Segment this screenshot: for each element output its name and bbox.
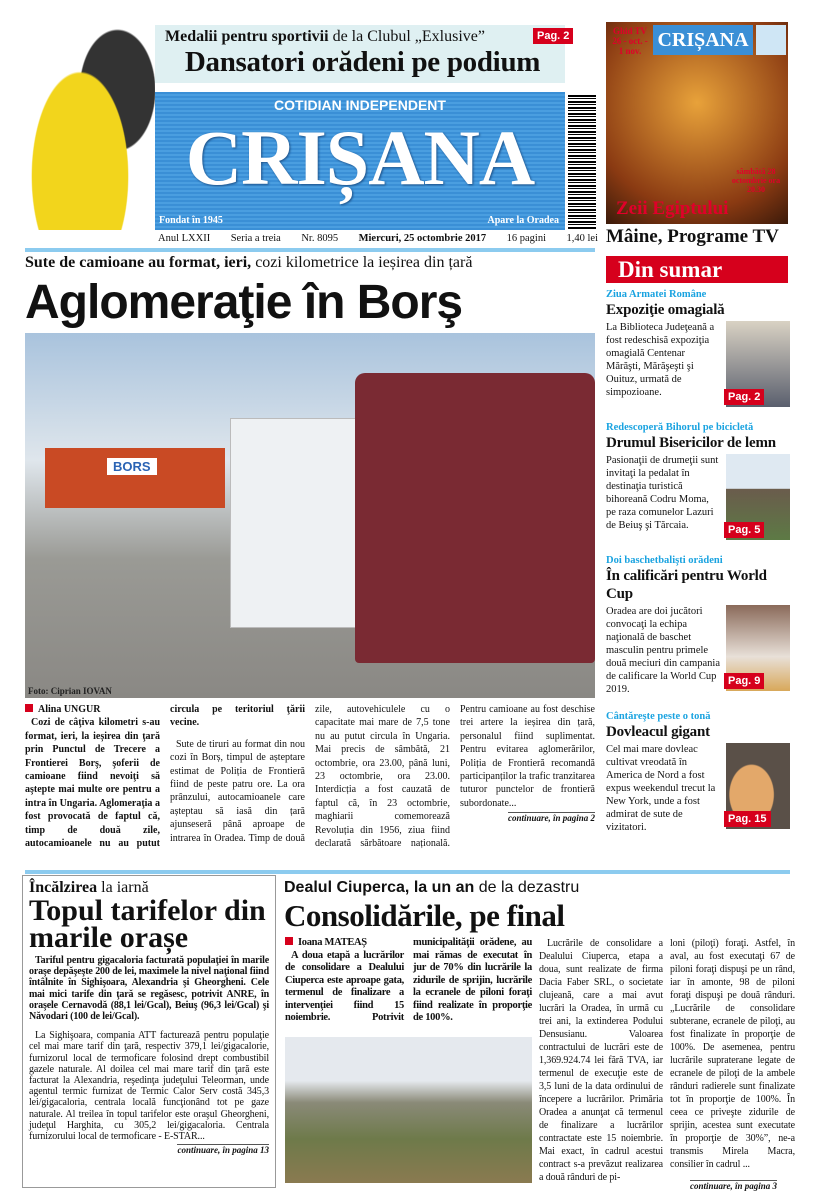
heating-kicker: Încălzirea la iarnă [29, 879, 149, 896]
page-badge[interactable]: Pag. 9 [724, 673, 764, 689]
heating-body: La Sighişoara, compania ATT facturează pentru populaţie cel mai mare tarif din ţară, respectiv 379,1 lei/gigacalorie, furnizorul local de termoficare folosind drept combustibil gazele naturale. Al doilea cel mai mare tarif din ţară este facturat la Alexandria, reşedinţa judeţului Teleorman, unde agentul termic furnizat de Termic Calor Serv costă 345,3 lei/gigacaloria, centrala locală funcţionând tot pe gaze naturale. Al treilea în topul tarifelor este oraşul Gheorgheni, judeţul Harghita, cu 305,2 lei/gigacaloria. Centrala furnizorului local de termoficare - E-STAR... [29, 1030, 269, 1143]
issue-series: Seria a treia [230, 233, 281, 244]
summary-kicker: Ziua Armatei Române [606, 289, 707, 300]
masthead-logo: CRIȘANA [185, 114, 535, 201]
issue-pages: 16 pagini [506, 233, 546, 244]
founded-text: Fondat în 1945 [159, 215, 223, 226]
continued-link[interactable]: continuare, în pagina 13 [177, 1145, 269, 1156]
summary-text: Pasionaţii de drumeţii sunt invitaţi la pedalat în destinaţia turistică bihoreană Codru Moma, pe raza comunelor Lazuri de Beiuş şi Tărcaia. [606, 455, 719, 531]
summary-text: La Biblioteca Judeţeană a fost redeschisă expoziţia omagială Centenar Mărăşti, Mărăşeşti şi Ouituz, urmată de simpozioane. [606, 322, 715, 398]
issue-info [158, 232, 598, 245]
tv-airing: sâmbătă 28 octombrie ora 20.30 [731, 167, 781, 194]
summary-item[interactable] [606, 288, 790, 407]
summary-text: Oradea are doi jucători convocaţi la echipa naţională de baschet masculin pentru primele două meciuri din campania de calificare la World Cup 2019. [606, 606, 720, 695]
issue-year: Anul LXXII [158, 233, 211, 244]
summary-title-item: Expoziţie omagială [606, 302, 725, 318]
author-marker [25, 704, 33, 712]
bors-sign: BORS [107, 458, 157, 475]
ciuperca-body: loni (piloţi) foraţi. Astfel, în aval, au fost executaţi 67 de piloni foraţi dispuşi pe un rând, iar în amonte, 98 de piloni foraţi dispuşi pe două rânduri. „Lucrările de consolidare subterane, ecranele de piloţi, au fost finalizate în proporţie de 100%. De asemenea, pentru lucrările supraterane legate de ecranele de piloţi de la ambele rânduri radierele sunt finalizate tot în proporţie de 100%. În ceea ce priveşte zidurile de sprijin, acestea sunt executate în proporţie de 30%”, ne-a transmis Mirela Macra, consilier în cadrul ... [670, 938, 795, 1170]
tv-caption[interactable]: Mâine, Programe TV [606, 226, 779, 247]
summary-title-item: În calificări pentru World Cup [606, 568, 767, 602]
summary-title: Din sumar [606, 256, 788, 283]
continued-link[interactable]: continuare, în pagina 2 [507, 813, 595, 824]
summary-kicker: Cântăreşte peste o tonă [606, 711, 711, 722]
heating-headline[interactable]: Topul tarifelor din marile orașe [29, 894, 266, 954]
ciuperca-lead [285, 937, 532, 1025]
lead-headline[interactable]: Aglomeraţie în Borş [25, 276, 463, 329]
lead-kicker: Sute de camioane au format, ieri, cozi kilometrice la ieșirea din țară [25, 254, 473, 271]
house-icon [756, 25, 786, 55]
ciuperca-body: Lucrările de consolidare a Dealului Ciuperca, etapa a doua, sunt realizate de firma Dacia Faber SRL, o societate clujeană, care a mai avut lucrări la Oradea, în urmă cu trei ani, la extinderea Podului Densusianu. Valoarea contractului de lucrări este de 1,369.924.74 lei fără TVA, iar termenul de execuţie este de 3,5 luni de la data ordinului de începere a lucrărilor. Primăria Oradea a anunţat că termenul de finalizare a lucrărilor contractate este 15 noiembrie. Mai exact, în cadrul acestui contract s-a prevăzut realizarea a două rânduri de pi- [539, 938, 663, 1183]
summary-kicker: Doi baschetbalişti orădeni [606, 555, 723, 566]
continued-link[interactable]: continuare, în pagina 3 [690, 1181, 778, 1191]
lead-photo [25, 333, 595, 698]
ciuperca-headline[interactable]: Consolidările, pe final [284, 898, 565, 933]
summary-item[interactable] [606, 710, 790, 834]
truck-trailer [230, 418, 370, 628]
page-badge[interactable]: Pag. 2 [724, 389, 764, 405]
summary-title-item: Dovleacul gigant [606, 724, 710, 740]
page-badge[interactable]: Pag. 2 [533, 28, 573, 44]
summary-item[interactable] [606, 421, 790, 540]
masthead [155, 92, 565, 230]
divider [25, 870, 790, 874]
top-teaser-kicker: Medalii pentru sportivii de la Clubul „Exlusive” [165, 28, 485, 45]
issue-number: Nr. 8095 [301, 233, 339, 244]
top-teaser-headline[interactable]: Dansatori orădeni pe podium [184, 46, 541, 78]
masthead-subtitle: COTIDIAN INDEPENDENT [274, 97, 446, 113]
heating-lead: Tariful pentru gigacaloria facturată populaţiei în marile oraşe depăşeşte 200 de lei, maximele la nivel naţional fiind întâlnite în Sighişoara, Alexandria şi Gheorgheni. Cele mai mici tarife din ţară se regăsesc, potrivit ANRE, în oraşele Cernavodă (88,1 lei/Gcal), Beiuş (96,3 lei/Gcal) şi Năvodari (100 de lei/Gcal). [29, 955, 269, 1023]
ciuperca-kicker: Dealul Ciuperca, la un an de la dezastru [284, 879, 580, 896]
ciuperca-photo [285, 1037, 532, 1183]
author-marker [285, 937, 293, 945]
summary-item[interactable] [606, 554, 790, 696]
lead-paragraph: Cozi de câţiva kilometri s-au format, ieri, la ieșirea din ţară prin Punctul de Trecere a Frontierei Borş, şoferii de camioane fiind nevoiţi să aştepte mai multe ore pentru a intra în Ungaria. Aglomeraţia a fost provocată de faptul că, timp de două zile, autocamioanele nu au putut circula pe teritoriul ţării vecine. [25, 704, 305, 850]
heating-article [22, 875, 276, 1188]
barcode [568, 95, 596, 230]
truck-cab [355, 373, 595, 663]
tv-logo: CRIȘANA [653, 25, 753, 55]
summary-kicker: Redescoperă Bihorul pe bicicletă [606, 422, 754, 433]
dancers-photo [30, 15, 155, 230]
tv-guide-dates: Ghid TV 26 - oct. - 1 nov. [612, 26, 648, 56]
issue-price: 1,40 lei [566, 233, 598, 244]
issue-date: Miercuri, 25 octombrie 2017 [358, 233, 487, 244]
author: Ioana MATEAȘ [298, 937, 367, 948]
author: Alina UNGUR [38, 704, 101, 715]
summary-list [606, 288, 790, 834]
tv-guide-cover[interactable] [606, 22, 788, 224]
appears-text: Apare la Oradea [487, 215, 559, 226]
page-badge[interactable]: Pag. 5 [724, 522, 764, 538]
divider [25, 248, 595, 252]
body-paragraph: Sute de tiruri au format din nou cozi în Borș, timpul de așteptare estimat de Poliția de Frontieră fiind de peste patru ore. La ora prânzului, autocamioanele care așteptau să iasă din țară ajunseseră până aproape de intrarea în Oradea. Timp de două zile, autovehiculele cu o capacitate mai mare de 7,5 tone nu au putut circula în Ungaria. Mai precis de sâmbătă, 21 octombrie, ora 23.00, până luni, 23 octombrie, ora 23.00. Interdicția a fost cauzată de faptul că, în 23 octombrie, maghiarii comemorează Revoluția din 1956, ziua fiind declarată sărbătoare națională. Pentru camioane au fost deschise trei artere la ieșirea din țară, personalul fiind suplimentat. Pentru evitarea aglomerărilor, Poliția de Frontieră recomandă participanților la trafic tranzitarea tuturor punctelor de frontieră subordonate... [170, 704, 595, 850]
ciuperca-lead-text: A doua etapă a lucrărilor de consolidare a Dealului Ciuperca este aproape gata, termenul de finalizare a intervenţiei fiind 15 noiembrie. Potrivit municipalităţii orădene, au mai rămas de executat în jur de 70% din lucrările la zidurile de sprijin, lucrările la ecranele de piloni foraţi fiind realizate în proporţie de 100%. [285, 937, 532, 1023]
summary-text: Cel mai mare dovleac cultivat vreodată în America de Nord a fost expus weekendul trecut la New York, unde a fost admirat de sute de vizitatori. [606, 744, 716, 833]
page-badge[interactable]: Pag. 15 [724, 811, 771, 827]
photo-credit: Foto: Ciprian IOVAN [28, 686, 112, 696]
summary-title-item: Drumul Bisericilor de lemn [606, 435, 776, 451]
tv-movie-title: Zeii Egiptului [616, 198, 729, 219]
border-roof [45, 448, 225, 508]
lead-article [25, 703, 595, 850]
